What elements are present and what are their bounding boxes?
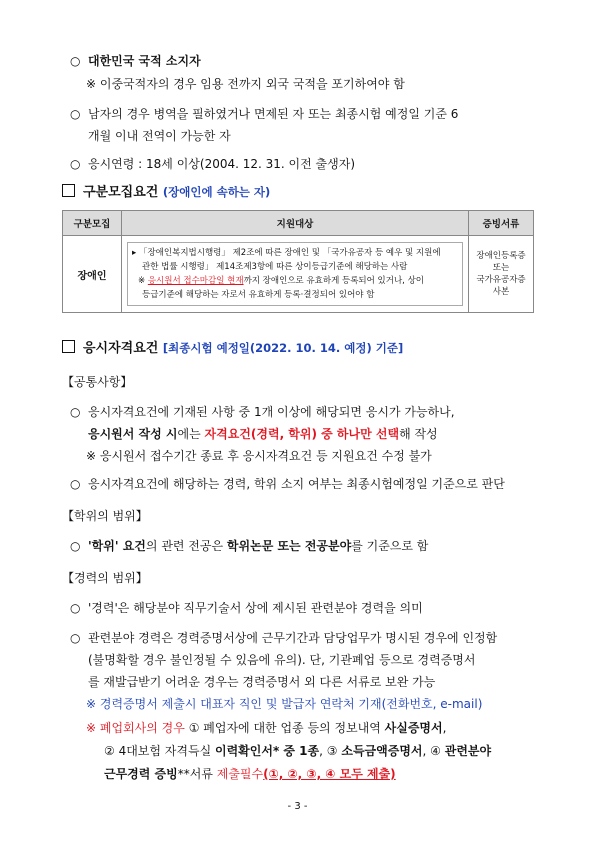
circle-bullet-icon: ○: [70, 539, 81, 553]
section-subtitle: (장애인에 속하는 자): [162, 185, 271, 199]
common-label: 【공통사항】: [62, 375, 133, 389]
table-row: [63, 236, 534, 313]
circle-bullet-icon: ○: [70, 601, 81, 615]
table-header-row: [63, 211, 534, 236]
target-box: ▸ 「장애인복지법시행령」 제2조에 따른 장애인 및 「국가유공자 등 예우 및 지원에 관한 법률 시행령」 제14조제3항에 따른 상이등급기준에 해당하는 사람 ※ 응시원서 접수마감일 현재까지 장애인으로 유효하게 등록되어 있거나, 상이 등급기준에 해당하는 자로서 유효하게 등록·결정되어 있어야 함: [127, 242, 463, 306]
career-label: 【경력의 범위】: [62, 571, 148, 585]
section-heading-eligibility: 응시자격요건 [최종시험 예정일(2022. 10. 14. 예정) 기준]: [62, 340, 403, 357]
degree-label: 【학위의 범위】: [62, 509, 148, 523]
career-line-4: 를 재발급받기 어려운 경우는 경력증명서 외 다른 서류로 보완 가능: [88, 675, 436, 689]
table-header: 구분모집: [63, 211, 122, 236]
circle-bullet-icon: ○: [70, 107, 81, 121]
career-note-2: ※ 폐업회사의 경우 ① 폐업자에 대한 업종 등의 정보내역 사실증명서,: [86, 721, 447, 735]
circle-bullet-icon: ○: [70, 157, 81, 171]
evidence-cell: 장애인등록증 또는 국가유공자증 사본: [469, 236, 534, 313]
military-line-2: 개월 이내 전역이 가능한 자: [88, 129, 231, 143]
age-line: ○ 응시연령 : 18세 이상(2004. 12. 31. 이전 출생자): [70, 157, 356, 171]
common-note: ※ 응시원서 접수기간 종료 후 응시자격요건 등 지원요건 수정 불가: [86, 449, 432, 463]
common-line-2: 응시원서 작성 시에는 자격요건(경력, 학위) 중 하나만 선택해 작성: [88, 427, 438, 441]
common-line-3: ○ 응시자격요건에 해당하는 경력, 학위 소지 여부는 최종시험예정일 기준으로 판단: [70, 477, 505, 491]
nationality-text: 대한민국 국적 소지자: [88, 54, 201, 68]
circle-bullet-icon: ○: [70, 477, 81, 491]
category-cell: 장애인: [63, 236, 122, 313]
career-line-2: ○ 관련분야 경력은 경력증명서상에 근무기간과 담당업무가 명시된 경우에 인정함: [70, 631, 498, 645]
section-subtitle: [최종시험 예정일(2022. 10. 14. 예정) 기준]: [162, 341, 404, 355]
square-bullet-icon: [62, 340, 75, 353]
table-header: 지원대상: [122, 211, 469, 236]
common-line-1: ○ 응시자격요건에 기재된 사항 중 1개 이상에 해당되면 응시가 가능하나,: [70, 405, 455, 419]
career-note-1: ※ 경력증명서 제출시 대표자 직인 및 발급자 연락처 기재(전화번호, e-mail): [86, 697, 483, 711]
requirements-table: [62, 210, 534, 313]
circle-bullet-icon: ○: [70, 405, 81, 419]
career-note-4: 근무경력 증빙**서류 제출필수(①, ②, ③, ④ 모두 제출): [104, 767, 396, 781]
target-cell: [122, 236, 469, 313]
circle-bullet-icon: ○: [70, 631, 81, 645]
career-line-3: (불명확할 경우 불인정될 수 있음에 유의). 단, 기관폐업 등으로 경력증명서: [88, 653, 476, 667]
circle-bullet-icon: ○: [70, 54, 81, 68]
nationality-line: [70, 53, 201, 69]
page-number: - 3 -: [287, 801, 308, 812]
section-heading-recruitment: 구분모집요건 (장애인에 속하는 자): [62, 184, 270, 201]
career-line-1: ○ '경력'은 해당분야 직무기술서 상에 제시된 관련분야 경력을 의미: [70, 601, 423, 615]
square-bullet-icon: [62, 184, 75, 197]
table-header: 증빙서류: [469, 211, 534, 236]
dual-nationality-note: ※ 이중국적자의 경우 임용 전까지 외국 국적을 포기하여야 함: [86, 77, 405, 91]
degree-line: ○ '학위' 요건의 관련 전공은 학위논문 또는 전공분야를 기준으로 함: [70, 539, 429, 553]
military-line-1: ○ 남자의 경우 병역을 필하였거나 면제된 자 또는 최종시험 예정일 기준 6: [70, 107, 459, 121]
career-note-3: ② 4대보험 자격득실 이력확인서* 중 1종, ③ 소득금액증명서, ④ 관련분야: [104, 744, 492, 758]
